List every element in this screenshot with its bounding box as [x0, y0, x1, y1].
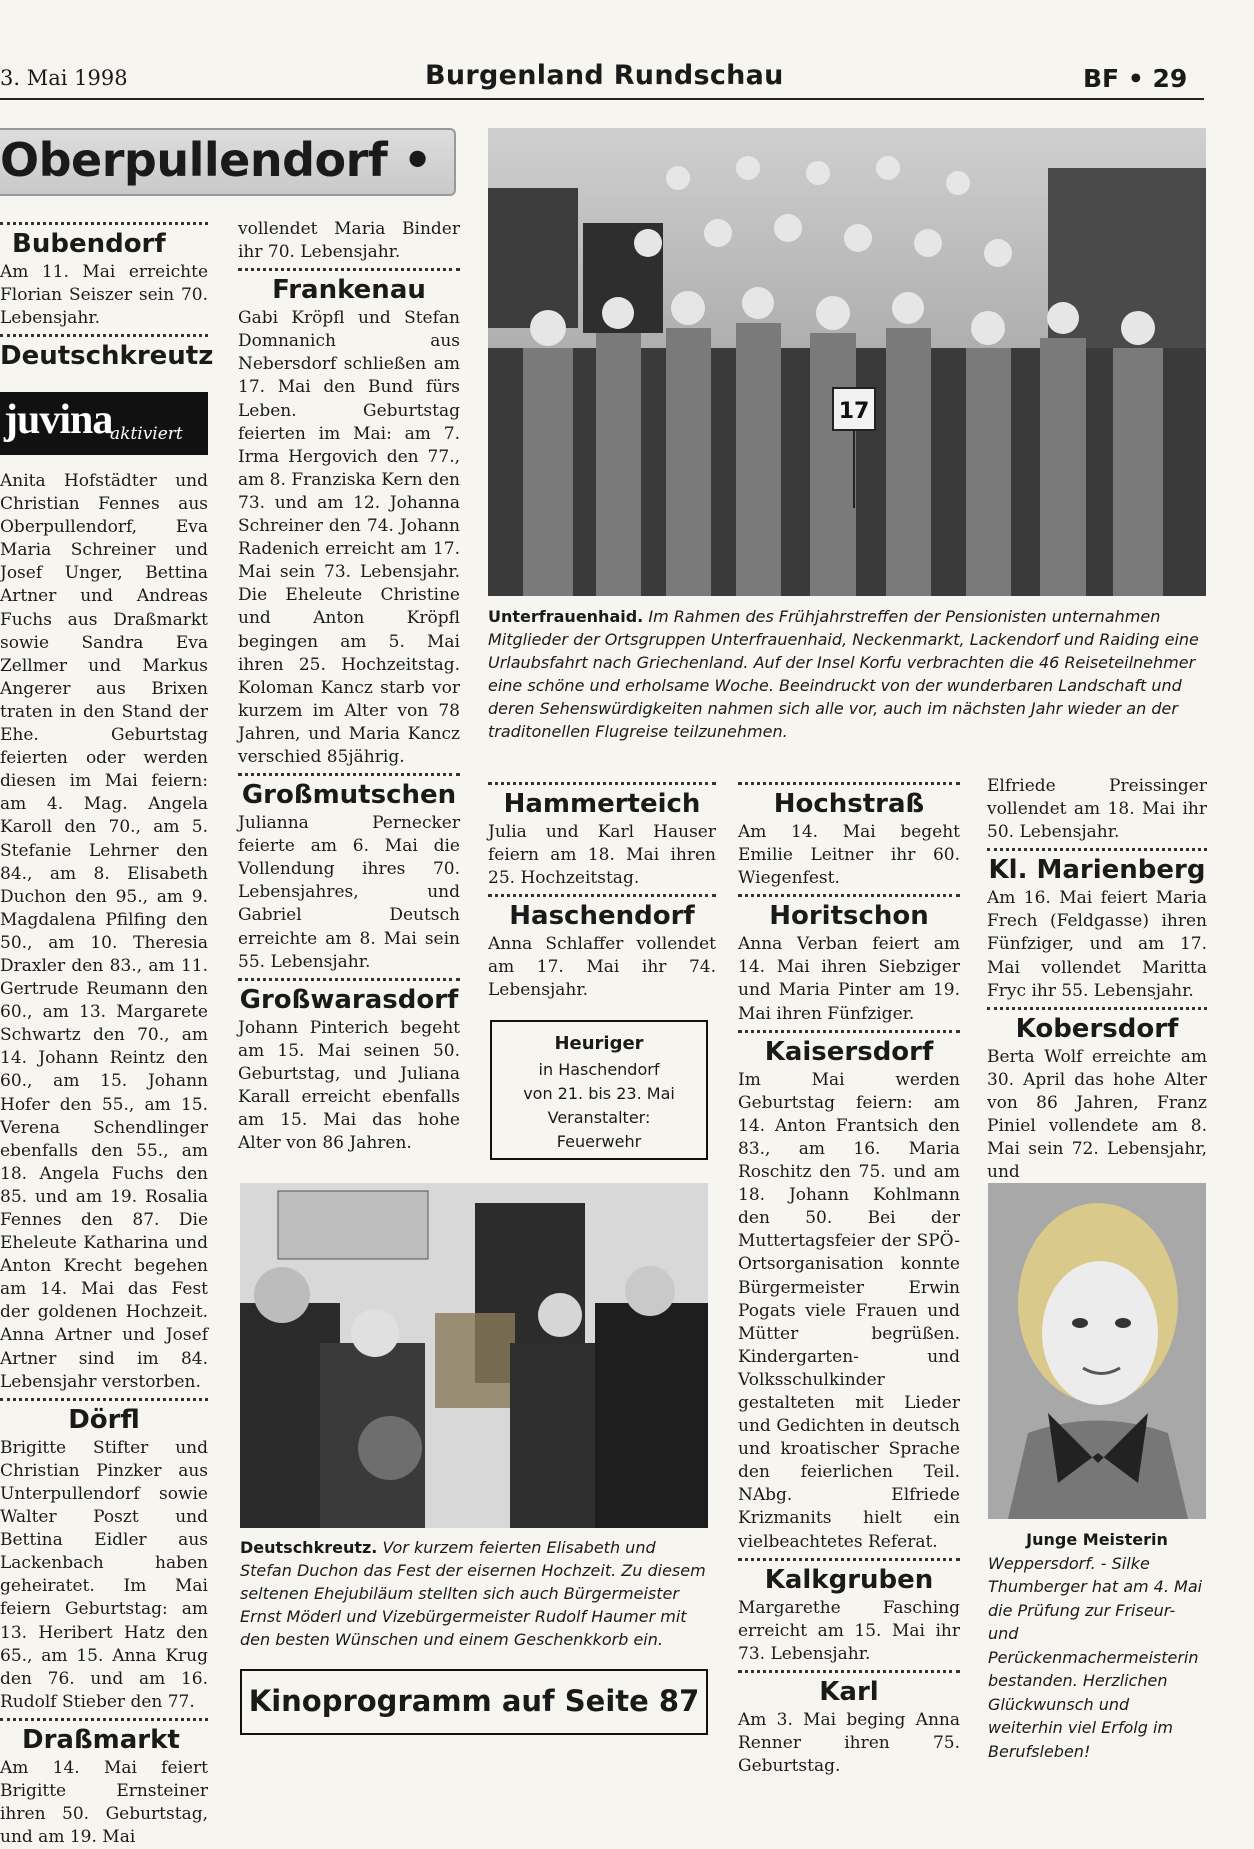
heuriger-line-2: von 21. bis 23. Mai [523, 1084, 675, 1103]
column-1-lower [0, 470, 208, 1849]
heading-haschendorf: Haschendorf [509, 901, 695, 932]
caption-text: Im Rahmen des Frühjahrstreffen der Pensionisten unternahmen Mitglieder der Ortsgruppen Unterfrauenhaid, Neckenmarkt, Lackendorf und Raiding eine Urlaubsfahrt nach Griechenland. Auf der Insel Korfu verbrachten die 46 Reiseteilnehmer eine schöne und erholsame Woche. Beeindruckt von der wunderbaren Landschaft und deren Sehenswürdigkeiten nahmen sich alle vor, auch im nächsten Jahr wieder an der traditonellen Flugreise teilzunehmen. [488, 607, 1199, 741]
newspaper-title: Burgenland Rundschau [425, 60, 784, 91]
article-hammerteich: Julia und Karl Hauser feiern am 18. Mai ihren 25. Hochzeitstag. [488, 822, 716, 889]
issue-date: 3. Mai 1998 [0, 66, 128, 90]
caption-unterfrauenhaid [488, 605, 1208, 743]
article-hochstrass: Am 14. Mai begeht Emilie Leitner ihr 60. Wiegenfest. [738, 822, 960, 889]
divider [987, 1007, 1207, 1010]
heading-frankenau: Frankenau [272, 275, 426, 306]
article-haschendorf: Anna Schlaffer vollendet am 17. Mai ihr 74. Lebensjahr. [488, 934, 716, 1001]
divider [0, 334, 208, 337]
caption-lead: Unterfrauenhaid. [488, 607, 644, 626]
juvina-logo-text: juvina [4, 397, 113, 443]
group-photo-graphic [488, 128, 1206, 596]
article-kl-marienberg: Am 16. Mai feiert Maria Frech (Feldgasse) ihren Fünfziger, und am 17. Mai vollendet Maritta Fryc ihr 55. Lebensjahr. [987, 888, 1207, 1001]
heading-kobersdorf: Kobersdorf [1015, 1013, 1179, 1044]
divider [0, 1398, 208, 1401]
divider [0, 1718, 208, 1721]
divider [738, 894, 960, 897]
article-continued: Elfriede Preissinger vollendet am 18. Mai ihr 50. Lebensjahr. [987, 776, 1207, 843]
article-deutschkreutz: Anita Hofstädter und Christian Fennes aus Oberpullendorf, Eva Maria Schreiner und Josef Unger, Bettina Artner und Andreas Fuchs aus Draßmarkt sowie Sandra Eva Zellmer und Markus Angerer aus Brixen traten in den Stand der Ehe. Geburtstag feierten oder werden diesen im Mai feiern: am 4. Mag. Angela Karoll den 70., am 5. Stefanie Lehrner den 84., am 8. Elisabeth Duchon den 95., am 9. Magdalena Pfilfing den 50., am 10. Theresia Draxler den 83., am 11. Gertrude Reumann den 60., am 13. Margarete Schwartz den 70., am 14. Johann Reintz den 60., am 15. Johann Hofer den 55., am 15. Verena Schendlinger ebenfalls den 55., am 18. Angela Fuchs den 85. und am 19. Rosalia Fennes den 87. Die Eheleute Katharina und Anton Krecht begehen am 14. Mai das Fest der goldenen Hochzeit. Anna Artner und Josef Artner sind im 84. Lebensjahr verstorben. [0, 471, 208, 1392]
heuriger-title: Heuriger [554, 1033, 644, 1054]
heading-hammerteich: Hammerteich [503, 789, 701, 819]
article-frankenau: Gabi Kröpfl und Stefan Domnanich aus Nebersdorf schließen am 17. Mai den Bund fürs Leben. Geburtstag feierten im Mai: am 7. Irma Hergovich den 77., am 8. Franziska Kern den 73. und am 12. Johanna Schreiner den 74. Johann Radenich erreicht am 17. Mai sein 73. Lebensjahr. Die Eheleute Christine und Anton Kröpfl begingen am 5. Mai ihren 25. Hochzeitstag. Koloman Kancz starb vor kurzem im Alter von 78 Jahren, und Maria Kancz verschied 85jährig. [238, 308, 460, 767]
article-doerfl: Brigitte Stifter und Christian Pinzker aus Unterpullendorf sowie Walter Poszt und Bettina Eidler aus Lackenbach haben geheiratet. Im Mai feiern Geburtstag: am 13. Heribert Hatz den 65., am 15. Anna Krug den 76. und am 16. Rudolf Stieber den 77. [0, 1437, 208, 1712]
heuriger-line-4: Feuerwehr [556, 1132, 642, 1151]
column-5 [987, 775, 1207, 1184]
page-number: BF • 29 [1083, 64, 1188, 93]
column-1 [0, 218, 214, 373]
divider [738, 1670, 960, 1673]
column-4 [738, 778, 960, 1778]
header-rule [0, 98, 1204, 100]
article-karl: Am 3. Mai beging Anna Renner ihren 75. Geburtstag. [738, 1709, 960, 1777]
sign-number: 17 [838, 399, 870, 424]
divider [0, 222, 208, 225]
heading-horitschon: Horitschon [769, 901, 929, 932]
kino-box: Kinoprogramm auf Seite 87 [240, 1669, 708, 1735]
divider [238, 268, 460, 271]
heading-grossmutschen: Großmutschen [241, 780, 457, 811]
caption-text: Vor kurzem feierten Elisabeth und Stefan Duchon das Fest der eisernen Hochzeit. Zu diesem seltenen Ehejubiläum stellten sich auch Bürgermeister Ernst Möderl und Vizebürgermeister Rudolf Haumer mit den besten Wünschen und einem Geschenkkorb ein. [240, 1538, 706, 1649]
group-photo [488, 128, 1206, 596]
heuriger-line-1: in Haschendorf [538, 1060, 660, 1079]
heading-kalkgruben: Kalkgruben [764, 1564, 934, 1595]
heading-kaisersdorf: Kaisersdorf [764, 1036, 934, 1067]
juvina-logo-tagline: aktiviert [110, 424, 183, 444]
divider [738, 782, 960, 785]
wedding-photo [240, 1183, 708, 1528]
article-horitschon: Anna Verban feiert am 14. Mai ihren Siebziger und Maria Pinter am 19. Mai ihren Fünfziger. [738, 934, 960, 1024]
heading-hochstrass: Hochstraß [773, 789, 925, 819]
divider [738, 1030, 960, 1033]
column-2 [238, 218, 460, 1155]
divider [238, 773, 460, 776]
section-title: Oberpullendorf • [0, 133, 432, 187]
article-kalkgruben: Margarethe Fasching erreicht am 15. Mai ihr 73. Lebensjahr. [738, 1597, 960, 1664]
article-grosswarasdorf: Johann Pinterich begeht am 15. Mai seinen 50. Geburtstag, und Juliana Karall erreicht ebenfalls am 15. Mai das hohe Alter von 86 Jahren. [238, 1017, 460, 1154]
divider [238, 978, 460, 981]
divider [987, 848, 1207, 851]
divider [488, 782, 716, 785]
divider [488, 894, 716, 897]
portrait-photo [988, 1183, 1206, 1519]
heading-kl-marienberg: Kl. Marienberg [988, 855, 1206, 886]
wedding-photo-graphic [240, 1183, 708, 1528]
heading-deutschkreutz: Deutschkreutz [0, 341, 214, 372]
heading-drassmarkt: Draßmarkt [22, 1724, 180, 1755]
article-bubendorf: Am 11. Mai erreichte Florian Seiszer sein 70. Lebensjahr. [0, 262, 208, 329]
divider [738, 1558, 960, 1561]
juvina-ad-logo [0, 392, 208, 455]
article-continued: vollendet Maria Binder ihr 70. Lebensjahr. [238, 219, 460, 263]
heuriger-box [490, 1020, 708, 1160]
article-drassmarkt: Am 14. Mai feiert Brigitte Ernsteiner ihren 50. Geburtstag, und am 19. Mai [0, 1757, 208, 1848]
portrait-text: Weppersdorf. - Silke Thumberger hat am 4. Mai die Prüfung zur Friseur- und Perückenmachermeisterin bestanden. Herzlichen Glückwunsch und weiterhin viel Erfolg im Berufsleben! [988, 1553, 1203, 1761]
heading-bubendorf: Bubendorf [12, 229, 166, 259]
article-kaisersdorf: Im Mai werden Geburtstag feiern: am 14. Anton Frantsich den 83., am 16. Maria Roschitz den 75. und am 18. Johann Kohlmann den 50. Bei der Muttertagsfeier der SPÖ-Ortsorganisation konnte Bürgermeister Erwin Pogats viele Frauen und Mütter begrüßen. Kindergarten- und Volksschulkinder gestalteten mit Lieder und Gedichten in deutsch und kroatischer Sprache den feierlichen Teil. NAbg. Elfriede Krizmanits hielt ein vielbeachtetes Referat. [738, 1069, 960, 1552]
article-kobersdorf: Berta Wolf erreichte am 30. April das hohe Alter von 86 Jahren, Franz Piniel vollendete am 8. Mai sein 72. Lebensjahr, und [987, 1046, 1207, 1183]
heading-karl: Karl [819, 1676, 879, 1707]
column-3 [488, 778, 716, 1003]
portrait-title: Junge Meisterin [1026, 1530, 1168, 1549]
heading-doerfl: Dörfl [68, 1404, 140, 1435]
article-grossmutschen: Julianna Pernecker feierte am 6. Mai die Vollendung ihres 70. Lebensjahres, und Gabriel Deutsch erreichte am 8. Mai sein 55. Lebensjahr. [238, 813, 460, 972]
caption-deutschkreutz [240, 1536, 710, 1651]
portrait-graphic [988, 1183, 1206, 1519]
portrait-caption [988, 1528, 1206, 1763]
caption-lead: Deutschkreutz. [240, 1538, 378, 1557]
heuriger-line-3: Veranstalter: [547, 1108, 651, 1127]
heading-grosswarasdorf: Großwarasdorf [239, 984, 459, 1015]
